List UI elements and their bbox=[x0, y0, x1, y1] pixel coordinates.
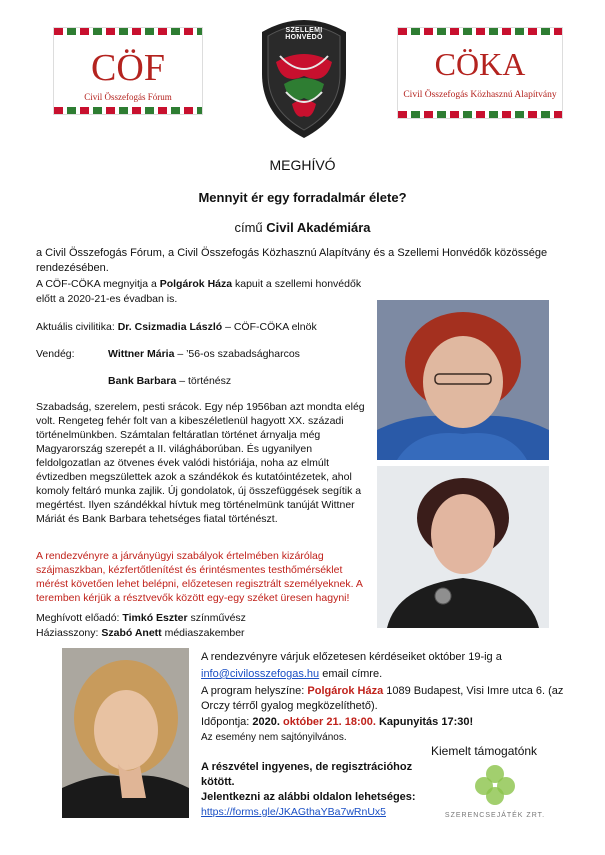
szerencsejatek-logo bbox=[440, 764, 550, 826]
body-line: Szabadság, szerelem, pesti srácok. Egy nép 1956ban azt mondta elég bbox=[36, 401, 365, 413]
host-line: Aktuális civilitika: Dr. Csizmadia László – CÖF-CÖKA elnök bbox=[36, 321, 317, 333]
time-year: 2020. bbox=[252, 716, 280, 728]
time-date: október 21. 18:00. bbox=[282, 716, 376, 728]
opening-line: A CÖF-CÖKA megnyitja a Polgárok Háza kapuit a szellemi honvédők bbox=[36, 278, 362, 290]
warning-line: teremben kérjük a résztvevők között egy-egy széket üresen hagyni! bbox=[36, 592, 350, 604]
cof-logo-text: CÖF bbox=[91, 47, 165, 89]
covid-warning bbox=[36, 549, 381, 605]
cof-logo bbox=[53, 27, 203, 115]
szellemi-honvedo-emblem bbox=[256, 12, 352, 140]
hostess-name: Szabó Anett bbox=[101, 627, 162, 639]
body-line: komoly feltáró munka zajlik. Új gondolatok, új összefüggések segítik a bbox=[36, 485, 362, 497]
invitation-title: MEGHÍVÓ bbox=[269, 157, 336, 173]
body-line: Magyarország szerepét a II. világháborúban. És ugyanilyen bbox=[36, 443, 313, 455]
performer-name: Timkó Eszter bbox=[122, 612, 188, 624]
subtitle-prefix: című bbox=[234, 220, 263, 235]
coka-logo-text: CÖKA bbox=[434, 46, 526, 82]
emblem-ring-text: SZELLEMI HONVÉDŐ bbox=[285, 27, 323, 41]
coka-logo bbox=[397, 27, 563, 119]
guest-2-name: Bank Barbara bbox=[108, 375, 177, 387]
sponsor-label: Kiemelt támogatónk bbox=[431, 744, 538, 758]
cof-logo-subtitle: Civil Összefogás Fórum bbox=[84, 92, 172, 102]
body-line: feldolgozatlan az ötvenes évek valódi históriája, noha az elmúlt bbox=[36, 457, 330, 469]
bank-barbara-photo bbox=[377, 466, 549, 628]
timko-eszter-photo bbox=[62, 648, 189, 818]
venue-address: 1089 Budapest, Visi Imre utca 6. bbox=[386, 685, 546, 697]
invited-performer: Meghívott előadó: Timkó Eszter színművész bbox=[36, 612, 246, 624]
body-line: évtizedben megszülettek azok a szándékok és kutatóintézetek, ahol bbox=[36, 471, 352, 483]
body-line: megértést. Ilyen szándékkal hívtuk meg történelmünk tanúját Wittner bbox=[36, 499, 355, 511]
body-line: volt. Rengeteg fehér folt van a kibeszéletlenül hagyott XX. századi bbox=[36, 415, 344, 427]
opening-venue: Polgárok Háza bbox=[159, 278, 233, 290]
wittner-maria-photo bbox=[377, 300, 549, 460]
gate-open-time: Kapunyitás 17:30! bbox=[378, 716, 474, 728]
venue-name: Polgárok Háza bbox=[307, 685, 384, 697]
subtitle-bold: Civil Akadémiára bbox=[266, 220, 371, 235]
warning-line: szájmaszkban, kézfertőtlenítést és érintésmentes testhőmérséklet bbox=[36, 564, 343, 576]
intro-line-1: a Civil Összefogás Fórum, a Civil Összefogás Közhasznú Alapítvány és a Szellemi Honvédők közössége bbox=[36, 247, 548, 259]
warning-line: A rendezvényre a járványügyi szabályok értelmében kizárólag bbox=[36, 550, 324, 562]
body-line: történelmünkben. Számtalan feltáratlan történet árnyalja még bbox=[36, 429, 321, 441]
register-line: Jelentkezni az alábbi oldalon lehetséges: bbox=[201, 791, 416, 803]
time-line: Időpontja: 2020. október 21. 18:00. Kapunyitás 17:30! bbox=[201, 716, 474, 728]
opening-line-2: előtt a 2020-21-es évadban is. bbox=[36, 293, 178, 305]
venue-note: Orczy térről gyalog megközelíthető). bbox=[201, 700, 378, 712]
event-question: Mennyit ér egy forradalmár élete? bbox=[198, 190, 407, 205]
registration-form-link[interactable]: https://forms.gle/JKAGthaYBa7wRnUx5 bbox=[201, 806, 386, 818]
body-paragraph bbox=[36, 400, 371, 526]
email-line: info@civilosszefogas.hu email címre. bbox=[201, 668, 383, 680]
hostess-line: Háziasszony: Szabó Anett médiaszakember bbox=[36, 627, 245, 639]
warning-line: mérést követően lehet belépni, előzetesen regisztrált személyeknek. A bbox=[36, 578, 363, 590]
email-link[interactable]: info@civilosszefogas.hu bbox=[201, 668, 320, 680]
guest-1-name: Wittner Mária bbox=[108, 348, 175, 360]
free-participation-1: A részvétel ingyenes, de regisztrációhoz bbox=[201, 761, 413, 773]
free-participation-2: kötött. bbox=[201, 776, 235, 788]
host-name: Dr. Csizmadia László bbox=[117, 321, 223, 333]
guest-1: Wittner Mária – ’56-os szabadságharcos bbox=[108, 348, 300, 360]
guest-2: Bank Barbara – történész bbox=[108, 375, 232, 387]
intro-line-2: rendezésében. bbox=[36, 262, 109, 274]
coka-logo-subtitle: Civil Összefogás Közhasznú Alapítvány bbox=[403, 90, 557, 100]
press-note: Az esemény nem sajtónyilvános. bbox=[201, 732, 347, 743]
sponsor-name: SZERENCSEJÁTÉK ZRT. bbox=[444, 812, 546, 819]
body-line: Máriát és Bank Barbara tehetséges fiatal történészt. bbox=[36, 513, 278, 525]
questions-line: A rendezvényre várjuk előzetesen kérdéseiket október 19-ig a bbox=[201, 651, 502, 663]
event-subtitle bbox=[0, 220, 605, 235]
venue-line: A program helyszíne: Polgárok Háza 1089 Budapest, Visi Imre utca 6. (az bbox=[201, 685, 564, 697]
guest-label: Vendég: bbox=[36, 348, 75, 360]
clover-icon bbox=[475, 765, 515, 805]
